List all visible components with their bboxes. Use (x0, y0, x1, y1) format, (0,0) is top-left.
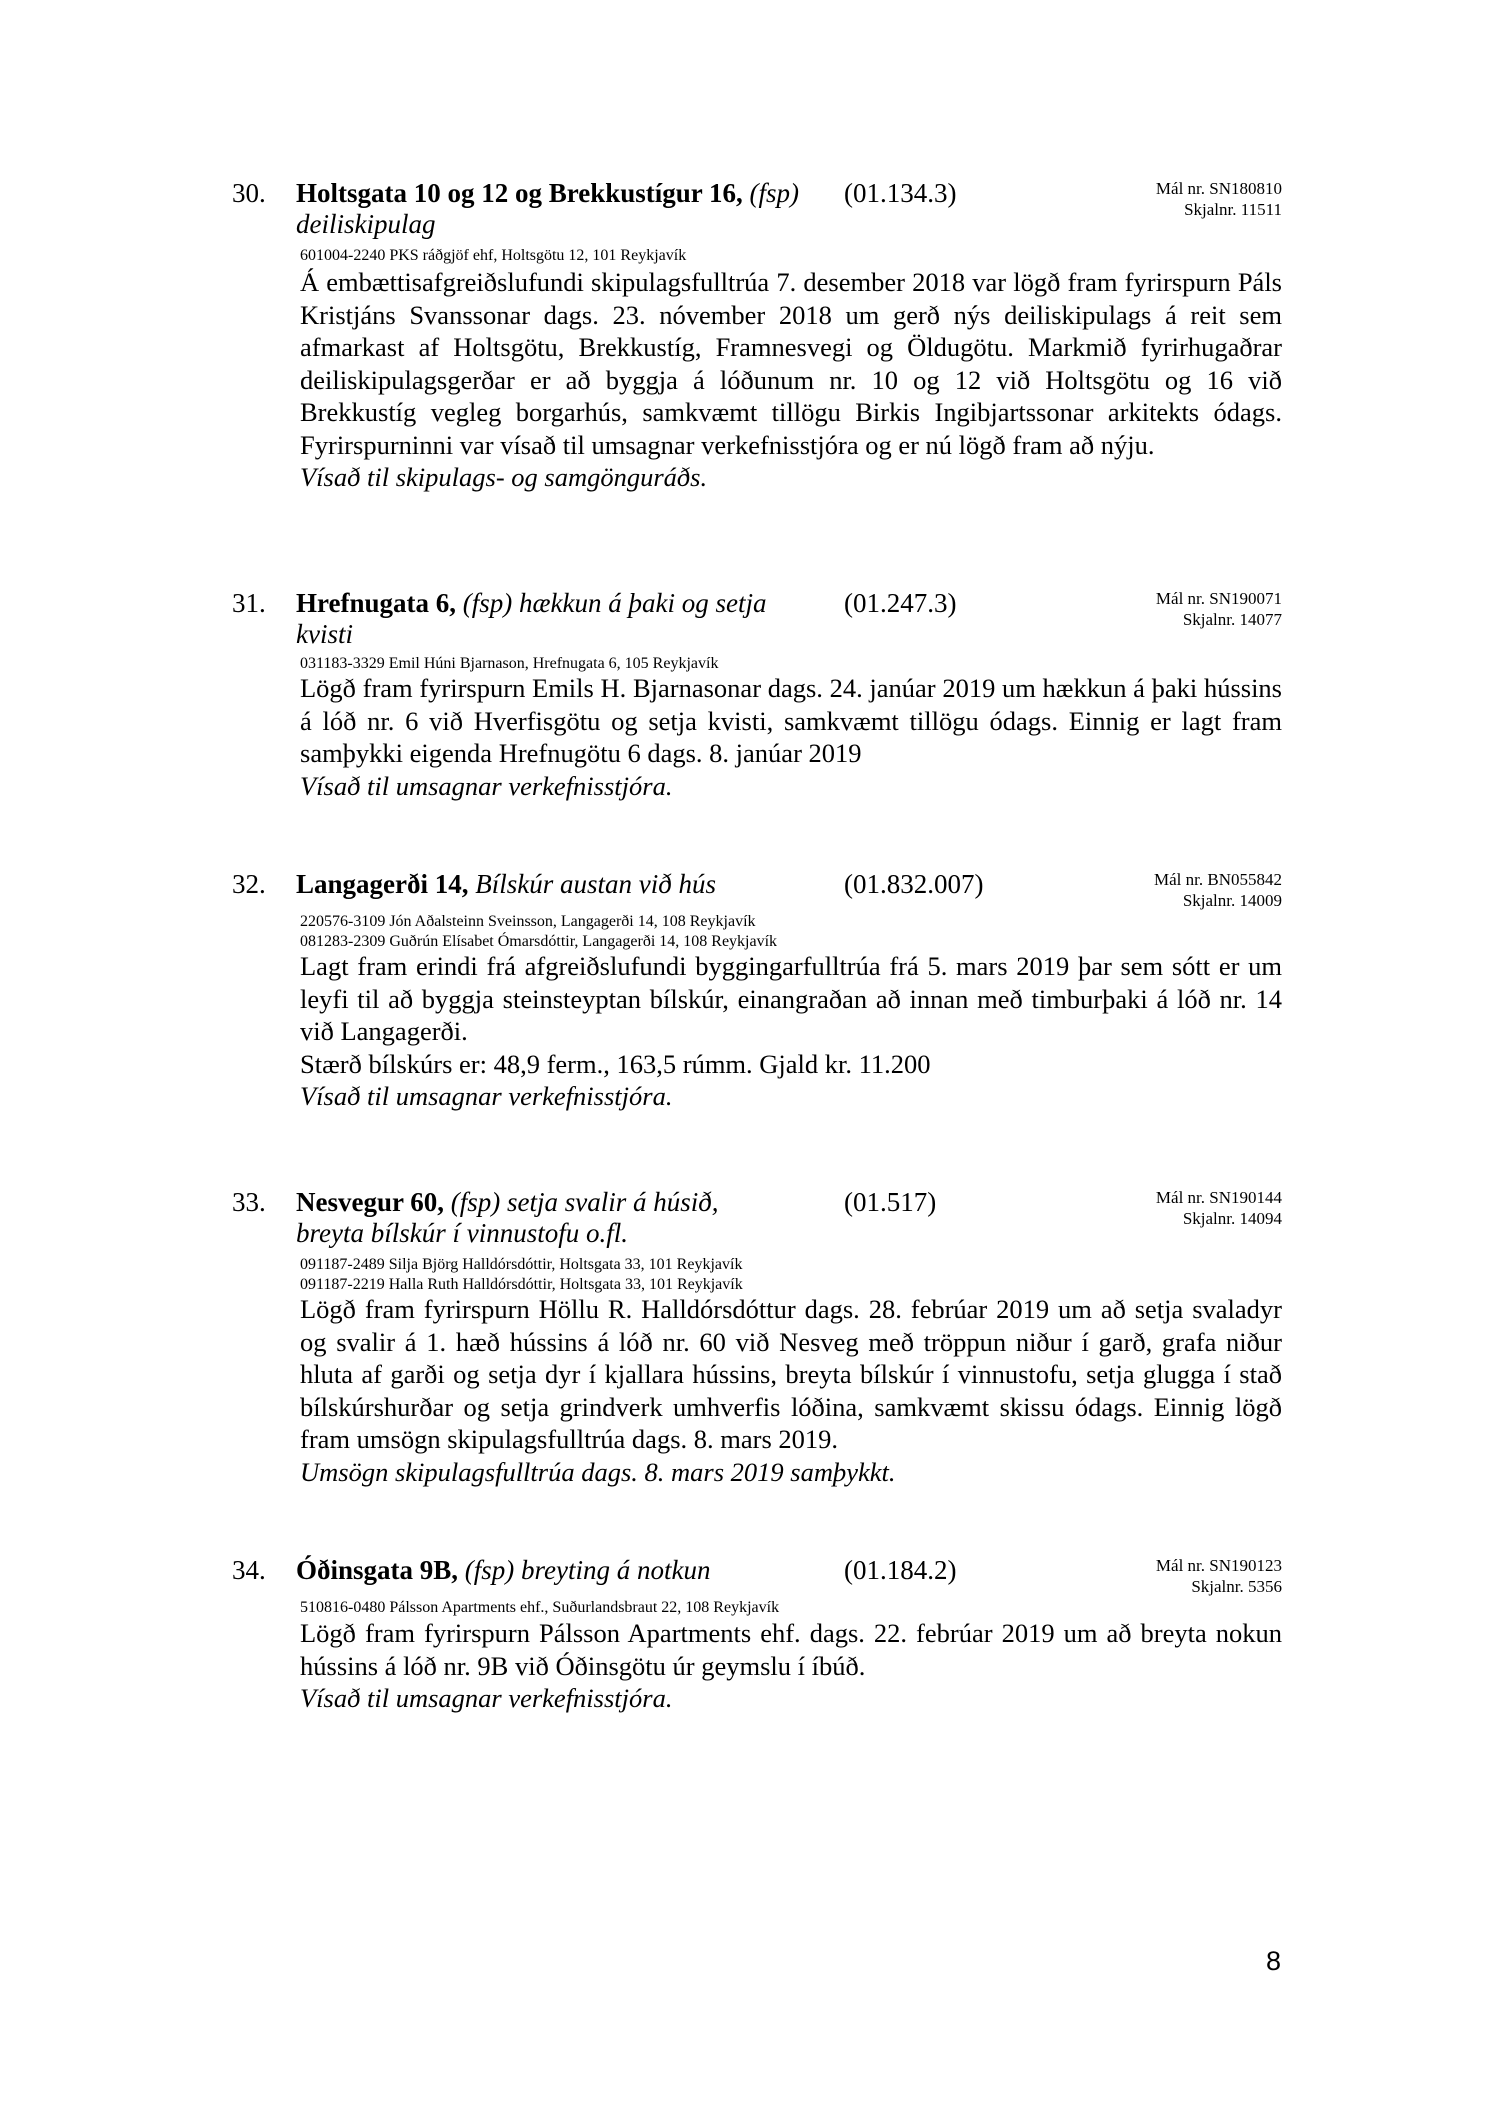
item-conclusion: Vísað til umsagnar verkefnisstjóra. (300, 1683, 673, 1713)
case-number: Mál nr. BN055842 (1154, 870, 1282, 889)
item-paragraph: Lögð fram fyrirspurn Emils H. Bjarnasonar dags. 24. janúar 2019 um hækkun á þaki hússins á lóð nr. 6 við Hverfisgötu og setja kvisti, samkvæmt tillögu ódags. Einnig er lagt fram samþykki eigenda Hrefnugötu 6 dags. 8. janúar 2019 (300, 673, 1282, 768)
item-body (300, 1293, 1282, 1488)
document-number: Skjalnr. 5356 (1191, 1577, 1282, 1596)
item-subject: (fsp) deiliskipulag (296, 178, 800, 239)
item-body (300, 1617, 1282, 1715)
item-paragraph: Stærð bílskúrs er: 48,9 ferm., 163,5 rúmm. Gjald kr. 11.200 (300, 1048, 931, 1079)
item-land-code: (01.134.3) (844, 178, 957, 208)
item-paragraph: Á embættisafgreiðslufundi skipulagsfulltrúa 7. desember 2018 var lögð fram fyrirspurn Páls Kristjáns Svanssonar dags. 23. nóvember 2018 um gerð nýs deiliskipulags á reit sem afmarkast af Holtsgötu, Brekkustíg, Framnesvegi og Öldugötu. Markmið fyrirhugaðrar deiliskipulagsgerðar er að byggja á lóðunum nr. 10 og 12 við Holtsgötu og 16 við Brekkustíg vegleg borgarhús, samkvæmt tillögu Birkis Ingibjartssonar arkitekts ódags. Fyrirspurninni var vísað til umsagnar verkefnisstjóra og er nú lögð fram að nýju. (300, 267, 1282, 460)
document-number: Skjalnr. 14077 (1182, 610, 1282, 629)
item-conclusion: Vísað til umsagnar verkefnisstjóra. (300, 770, 673, 801)
item-paragraph: Lögð fram fyrirspurn Pálsson Apartments ehf. dags. 22. febrúar 2019 um að breyta nokun hússins á lóð nr. 9B við Óðinsgötu úr geymslu í íbúð. (300, 1618, 1282, 1681)
item-number: 33. (232, 1187, 266, 1217)
item-subject: (fsp) hækkun á þaki og setja kvisti (296, 588, 767, 649)
item-reference (1156, 588, 1282, 630)
item-land-code: (01.517) (844, 1187, 937, 1217)
applicant: 081283-2309 Guðrún Elísabet Ómarsdóttir, Langagerði 14, 108 Reykjavík (300, 933, 778, 950)
item-conclusion: Vísað til umsagnar verkefnisstjóra. (300, 1081, 673, 1111)
case-number: Mál nr. SN190123 (1155, 1556, 1282, 1575)
applicant: 091187-2219 Halla Ruth Halldórsdóttir, Holtsgata 33, 101 Reykjavík (300, 1276, 743, 1293)
item-address: Óðinsgata 9B, (296, 1555, 459, 1585)
item-number: 32. (232, 869, 266, 899)
item-body (300, 266, 1282, 494)
document-number: Skjalnr. 14009 (1182, 891, 1282, 910)
item-address: Holtsgata 10 og 12 og Brekkustígur 16, (296, 178, 743, 208)
item-number: 31. (232, 588, 266, 618)
case-number: Mál nr. SN180810 (1155, 179, 1282, 198)
document-number: Skjalnr. 14094 (1182, 1209, 1282, 1228)
page-number: 8 (1266, 1946, 1282, 1976)
applicant: 031183-3329 Emil Húni Bjarnason, Hrefnugata 6, 105 Reykjavík (300, 655, 719, 672)
applicant-list (300, 246, 686, 266)
applicant-list (300, 1598, 779, 1618)
applicant: 220576-3109 Jón Aðalsteinn Sveinsson, Langagerði 14, 108 Reykjavík (300, 913, 756, 930)
case-number: Mál nr. SN190144 (1155, 1188, 1282, 1207)
applicant-list (300, 1255, 743, 1295)
item-subject: (fsp) breyting á notkun (464, 1555, 711, 1585)
item-address: Langagerði 14, (296, 869, 469, 899)
item-body (300, 950, 1282, 1113)
case-number: Mál nr. SN190071 (1155, 589, 1282, 608)
item-land-code: (01.832.007) (844, 869, 984, 899)
item-subject: (fsp) setja svalir á húsið, breyta bílskúr í vinnustofu o.fl. (296, 1187, 719, 1248)
applicant: 510816-0480 Pálsson Apartments ehf., Suðurlandsbraut 22, 108 Reykjavík (300, 1599, 780, 1616)
item-land-code: (01.247.3) (844, 588, 957, 618)
applicant: 091187-2489 Silja Björg Halldórsdóttir, Holtsgata 33, 101 Reykjavík (300, 1256, 743, 1273)
item-number: 30. (232, 178, 266, 208)
item-paragraph: Lögð fram fyrirspurn Höllu R. Halldórsdóttur dags. 28. febrúar 2019 um að setja svaladyr og svalir á 1. hæð hússins á lóð nr. 60 við Nesveg með tröppun niður í garð, grafa niður hluta af garði og setja dyr í kjallara hússins, breyta bílskúr í vinnustofu, setja glugga í stað bílskúrshurðar og setja grindverk umhverfis lóðina, samkvæmt skissu ódags. Einnig lögð fram umsögn skipulagsfulltrúa dags. 8. mars 2019. (300, 1294, 1282, 1454)
item-address: Nesvegur 60, (296, 1187, 444, 1217)
item-body (300, 672, 1282, 802)
item-conclusion: Vísað til skipulags- og samgönguráðs. (300, 462, 708, 492)
applicant-list (300, 912, 777, 952)
item-title (296, 178, 816, 240)
item-conclusion: Umsögn skipulagsfulltrúa dags. 8. mars 2019 samþykkt. (300, 1456, 896, 1487)
item-reference (1154, 869, 1282, 911)
item-title (296, 588, 786, 650)
item-subject: Bílskúr austan við hús (475, 869, 716, 899)
item-land-code: (01.184.2) (844, 1555, 957, 1585)
item-paragraph: Lagt fram erindi frá afgreiðslufundi byggingarfulltrúa frá 5. mars 2019 þar sem sótt er um leyfi til að byggja steinsteyptan bílskúr, einangraðan að innan með timburþaki á lóð nr. 14 við Langagerði. (300, 951, 1282, 1046)
item-number: 34. (232, 1555, 266, 1585)
item-title (296, 1187, 766, 1249)
document-number: Skjalnr. 11511 (1184, 200, 1282, 219)
item-reference (1156, 1187, 1282, 1229)
applicant-list (300, 654, 718, 674)
item-title (296, 869, 816, 900)
applicant: 601004-2240 PKS ráðgjöf ehf, Holtsgötu 12, 101 Reykjavík (300, 247, 687, 264)
item-address: Hrefnugata 6, (296, 588, 456, 618)
item-title (296, 1555, 816, 1586)
item-reference (1156, 178, 1282, 220)
item-reference (1156, 1555, 1282, 1597)
